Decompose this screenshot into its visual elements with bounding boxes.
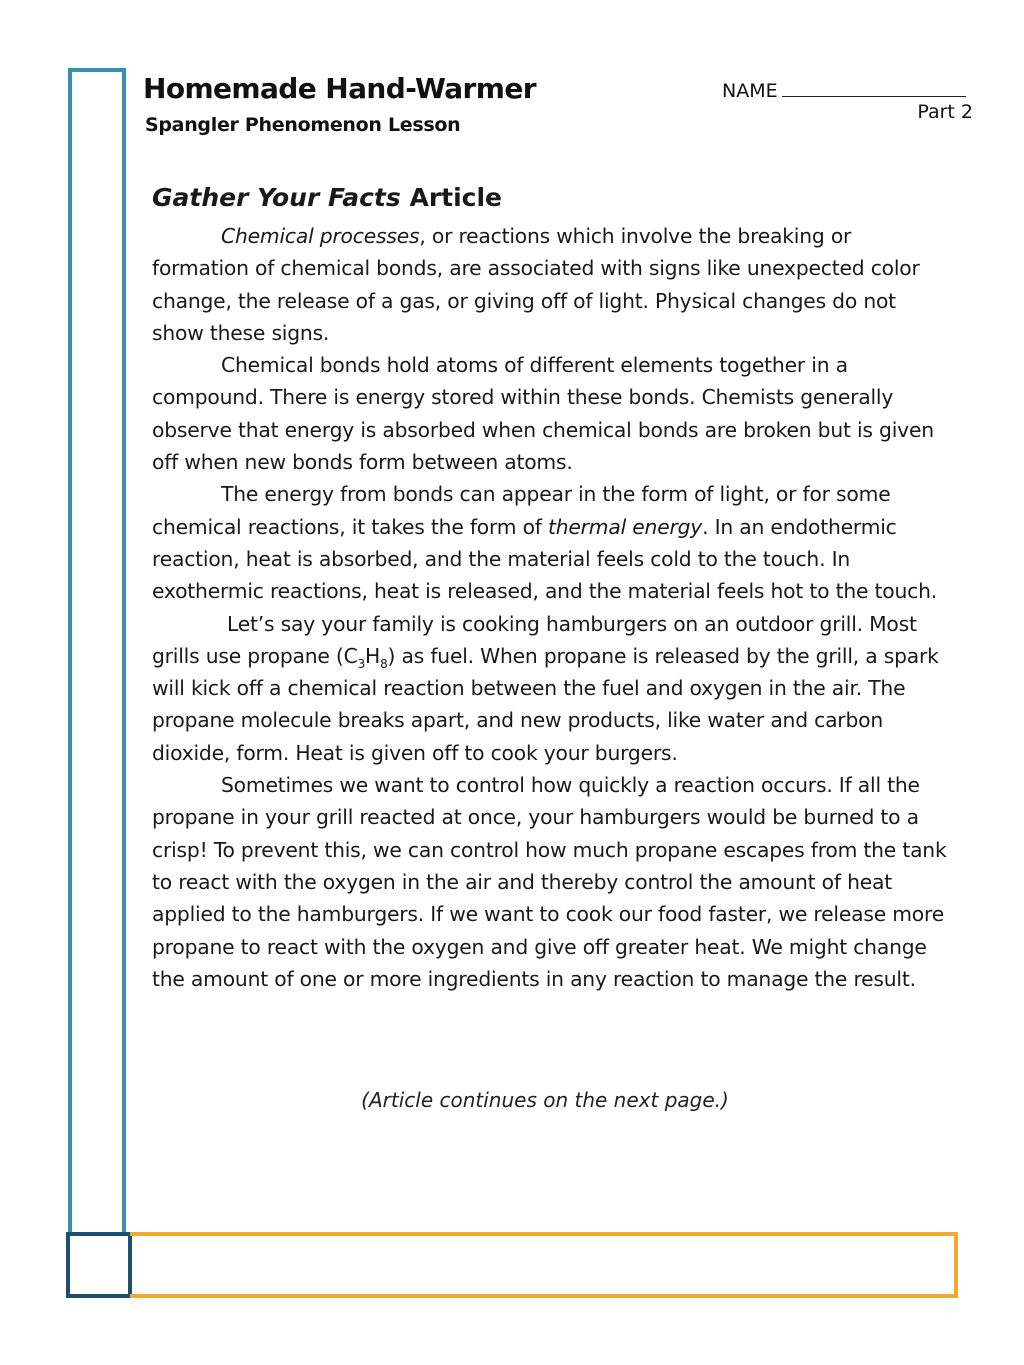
- paragraph-3: The energy from bonds can appear in the form of light, or for some chemical reactions, it takes the form of thermal energy. In an endothermic reaction, heat is absorbed, and the material feels cold to the touch. In exothermic reactions, heat is released, and the material feels hot to the touch.: [152, 482, 937, 604]
- bottom-border-bar: [130, 1232, 958, 1298]
- article-heading: [152, 180, 952, 216]
- name-blank-line[interactable]: [782, 76, 966, 97]
- article-heading-emphasis: Gather Your Facts: [152, 183, 401, 212]
- continuation-note: (Article continues on the next page.): [361, 1088, 729, 1112]
- paragraph-1: Chemical processes, or reactions which involve the breaking or formation of chemical bonds, are associated with signs like unexpected color change, the release of a gas, or giving off of light. Physical changes do not show these signs.: [152, 224, 920, 345]
- corner-square: [66, 1232, 132, 1298]
- part-label: Part 2: [917, 101, 973, 123]
- term-chemical-processes: Chemical processes: [221, 224, 420, 248]
- document-subtitle: Spangler Phenomenon Lesson: [145, 114, 461, 136]
- article-body: [152, 180, 952, 995]
- term-thermal-energy: thermal energy: [547, 514, 703, 539]
- subscript-8: 8: [380, 656, 388, 671]
- subscript-3: 3: [357, 656, 366, 671]
- paragraph-2: Chemical bonds hold atoms of different elements together in a compound. There is energy stored within these bonds. Chemists generally observe that energy is absorbed when chemical bonds are broken but is given off when new bonds form between atoms.: [152, 353, 934, 475]
- name-label: NAME: [722, 80, 778, 102]
- paragraph-4: Let’s say your family is cooking hamburgers on an outdoor grill. Most grills use propane $(C_3H_8)$ as fuel. When propane is released by the grill, a spark will kick off a chemical reaction between the fuel and oxygen in the air. The propane molecule breaks apart, and new products, like water and carbon dioxide, form. Heat is given off to cook your burgers.: [152, 611, 939, 765]
- document-title: Homemade Hand-Warmer: [143, 72, 536, 105]
- name-field[interactable]: [722, 76, 966, 102]
- paragraph-5: Sometimes we want to control how quickly a reaction occurs. If all the propane in your grill reacted at once, your hamburgers would be burned to a crisp! To prevent this, we can control how much propane escapes from the tank to react with the oxygen in the air and thereby control the amount of heat applied to the hamburgers. If we want to cook our food faster, we release more propane to react with the oxygen and give off greater heat. We might change the amount of one or more ingredients in any reaction to manage the result.: [152, 773, 947, 991]
- article-heading-rest: Article: [409, 183, 503, 212]
- left-border-bar: [68, 68, 126, 1234]
